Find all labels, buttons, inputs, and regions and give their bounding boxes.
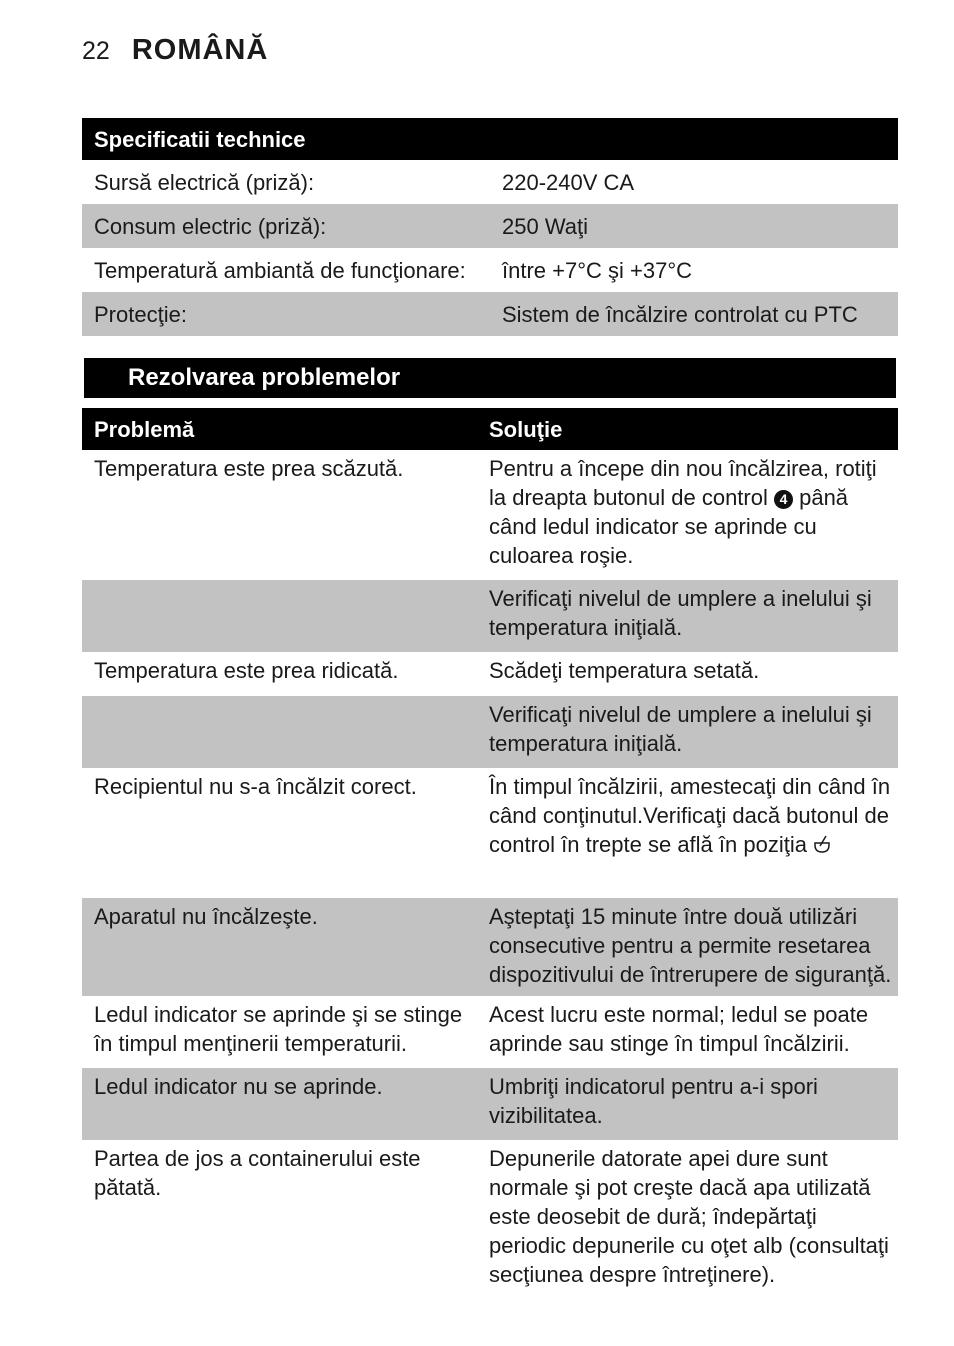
- problem-cell: Temperatura este prea ridicată.: [94, 658, 399, 683]
- problem-cell: Partea de jos a containerului este pătată.: [94, 1146, 421, 1200]
- spec-value: între +7°C şi +37°C: [502, 257, 693, 283]
- solution-text: În timpul încălzirii, amestecaţi din când în când conţinutul.Verificaţi dacă butonul de control în trepte se află în poziţia: [489, 774, 891, 857]
- table-row: [82, 580, 898, 652]
- solution-cell: [477, 772, 898, 898]
- spec-value: 250 Waţi: [502, 213, 589, 239]
- solution-cell: Aşteptaţi 15 minute între două utilizări consecutive pentru a permite resetarea dispozitivului de întrerupere de siguranţă.: [489, 904, 892, 987]
- solution-cell: Acest lucru este normal; ledul se poate aprinde sau stinge în timpul încălzirii.: [489, 1002, 869, 1056]
- solution-cell: [477, 454, 898, 580]
- spec-row: [82, 160, 898, 204]
- troubleshooting-header: [82, 408, 898, 450]
- solution-cell: Depunerile datorate apei dure sunt normale şi pot creşte dacă apa utilizată este deosebit de dură; îndepărtaţi periodic depunerile cu oţet alb (consultaţi secţiunea despre întreţinere).: [489, 1146, 889, 1287]
- solution-text: Pentru a începe din nou încălzirea, rotiţi la dreapta butonul de control: [489, 456, 877, 510]
- table-row: [82, 768, 898, 898]
- problem-header: Problemă: [94, 416, 195, 442]
- problem-cell: [82, 584, 477, 652]
- page-language-title: ROMÂNĂ: [131, 34, 269, 66]
- spec-label: Sursă electrică (priză):: [94, 169, 315, 195]
- spec-row: [82, 248, 898, 292]
- spec-row: [82, 292, 898, 336]
- page-number: 22: [82, 37, 110, 65]
- solution-cell: Umbriţi indicatorul pentru a-i spori vizibilitatea.: [489, 1074, 818, 1128]
- problem-cell: Recipientul nu s-a încălzit corect.: [94, 774, 417, 799]
- table-row: [82, 1140, 898, 1300]
- page-header: [82, 34, 268, 74]
- table-row: [82, 696, 898, 768]
- troubleshooting-section-title: Rezolvarea problemelor: [84, 358, 896, 398]
- problem-cell: Aparatul nu încălzeşte.: [94, 904, 318, 929]
- solution-cell: Verificaţi nivelul de umplere a inelului şi temperatura iniţială.: [489, 586, 872, 640]
- troubleshooting-table: [82, 408, 898, 1300]
- problem-cell: [82, 700, 477, 768]
- solution-text: până când ledul indicator se aprinde cu culoarea roşie.: [489, 485, 849, 568]
- solution-header: Soluţie: [489, 416, 563, 442]
- spec-label: Temperatură ambiantă de funcţionare:: [94, 257, 466, 283]
- table-row: [82, 450, 898, 580]
- specifications-table: [82, 118, 898, 336]
- table-row: [82, 898, 898, 996]
- specifications-title: Specificatii technice: [94, 126, 306, 152]
- solution-cell: Verificaţi nivelul de umplere a inelului şi temperatura iniţială.: [489, 702, 872, 756]
- table-row: [82, 652, 898, 696]
- solution-cell: Scădeţi temperatura setată.: [489, 658, 760, 683]
- specifications-header: [82, 118, 898, 160]
- spec-value: Sistem de încălzire controlat cu PTC: [502, 301, 858, 327]
- problem-cell: Ledul indicator nu se aprinde.: [94, 1074, 383, 1099]
- problem-cell: Temperatura este prea scăzută.: [94, 456, 404, 481]
- bowl-spoon-icon: [813, 832, 831, 861]
- control-knob-number-badge: 4: [774, 490, 793, 509]
- table-row: [82, 996, 898, 1068]
- spec-row: [82, 204, 898, 248]
- table-row: [82, 1068, 898, 1140]
- spec-label: Protecţie:: [94, 301, 187, 327]
- problem-cell: Ledul indicator se aprinde şi se stinge în timpul menţinerii temperaturii.: [94, 1002, 463, 1056]
- spec-value: 220-240V CA: [502, 169, 635, 195]
- spec-label: Consum electric (priză):: [94, 213, 327, 239]
